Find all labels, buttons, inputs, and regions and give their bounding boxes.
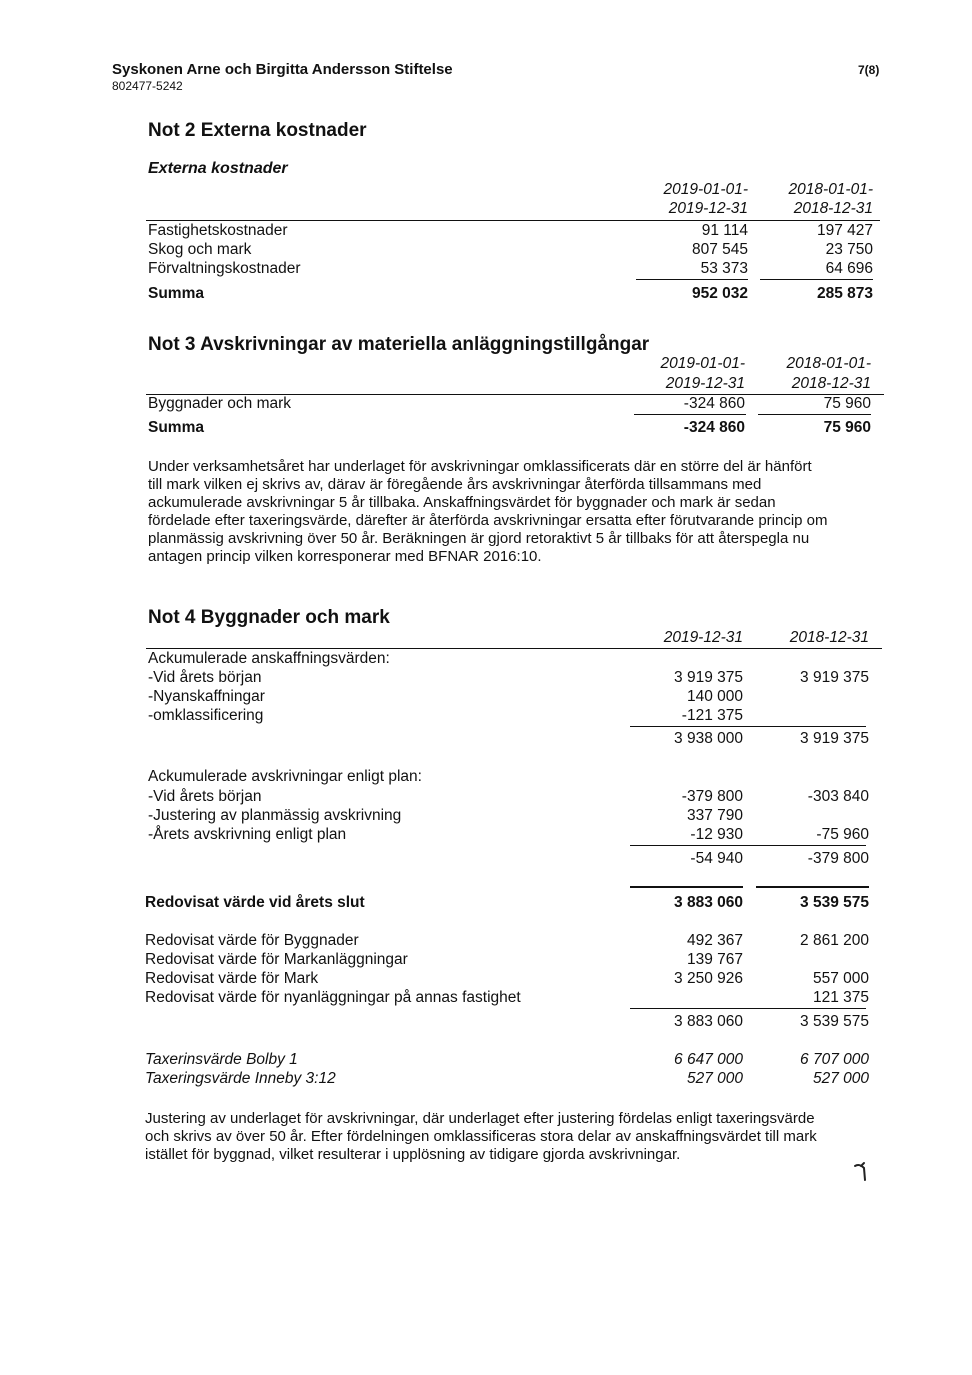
- note2-total-label: Summa: [148, 285, 204, 302]
- table-cell-2019: 91 114: [701, 222, 748, 239]
- table-row-label: -Vid årets början: [148, 669, 262, 686]
- note3-col2-line1: 2018-01-01-: [786, 355, 871, 372]
- table-cell-2019: 527 000: [686, 1070, 743, 1087]
- note3-sum-rule-2019: [634, 414, 746, 415]
- table-row-label: -Årets avskrivning enligt plan: [148, 826, 347, 843]
- note3-total-2018: 75 960: [823, 419, 871, 436]
- note2-col1-line1: 2019-01-01-: [663, 181, 748, 198]
- table-cell-2018: 2 861 200: [800, 932, 869, 949]
- note3-title: Not 3 Avskrivningar av materiella anläggningstillgångar: [148, 334, 650, 355]
- table-cell-2018: -75 960: [816, 826, 869, 843]
- note3-col2-line2: 2018-12-31: [791, 375, 871, 392]
- acq-subtotal-2018: 3 919 375: [800, 730, 869, 747]
- paragraph-line: istället för byggnad, vilket resulterar i upplösning av tidigare gjorda avskrivningar.: [145, 1146, 681, 1163]
- paragraph-line: och skrivs av över 50 år. Efter fördelningen omklassificeras stora delar av anskaffningsvärdet till mark: [145, 1128, 817, 1145]
- note3-col1-line1: 2019-01-01-: [660, 355, 745, 372]
- table-cell-2019: 807 545: [691, 241, 748, 258]
- table-row-label: Redovisat värde för Mark: [145, 970, 319, 987]
- table-row-label: Redovisat värde för Markanläggningar: [145, 951, 408, 968]
- breakdown-subtotal-2019: 3 883 060: [674, 1013, 743, 1030]
- note3-col1-line2: 2019-12-31: [665, 375, 745, 392]
- table-row-label: -Vid årets början: [148, 788, 262, 805]
- table-cell-2018: -303 840: [807, 788, 869, 805]
- page-number: 7(8): [858, 63, 880, 77]
- table-cell-2018: 121 375: [812, 989, 869, 1006]
- table-cell-2018: 3 919 375: [800, 669, 869, 686]
- table-cell-2018: 23 750: [825, 241, 873, 258]
- table-row-label: -Nyanskaffningar: [148, 688, 265, 705]
- table-cell-2019: -324 860: [683, 395, 745, 412]
- table-cell-2018: 197 427: [816, 222, 873, 239]
- paragraph-line: antagen princip vilken korresponerar med BFNAR 2016:10.: [148, 548, 542, 565]
- note2-total-2019: 952 032: [691, 285, 748, 302]
- table-cell-2019: -12 930: [690, 826, 743, 843]
- note2-subtitle: Externa kostnader: [148, 160, 288, 177]
- table-row-label: Redovisat värde för Byggnader: [145, 932, 359, 949]
- table-cell-2018: 64 696: [825, 260, 873, 277]
- dep-heading: Ackumulerade avskrivningar enligt plan:: [148, 768, 422, 785]
- note2-sum-rule-2019: [636, 279, 748, 280]
- paragraph-line: Justering av underlaget för avskrivningar, där underlaget efter justering fördelas enligt taxeringsvärde: [145, 1110, 815, 1127]
- org-name: Syskonen Arne och Birgitta Andersson Stiftelse: [112, 61, 453, 78]
- dep-subtotal-2019: -54 940: [690, 850, 743, 867]
- table-cell-2019: 3 250 926: [674, 970, 743, 987]
- acq-heading: Ackumulerade anskaffningsvärden:: [148, 650, 390, 667]
- table-cell-2019: 53 373: [700, 260, 748, 277]
- note2-total-2018: 285 873: [816, 285, 873, 302]
- table-cell-2019: 337 790: [686, 807, 743, 824]
- table-cell-2019: 492 367: [686, 932, 743, 949]
- acq-subtotal-rule: [630, 726, 866, 727]
- dep-subtotal-rule: [630, 845, 866, 846]
- paragraph-line: fördelade efter taxeringsvärde, därefter är återförda avskrivningar ersatta efter förutvarande princip om: [148, 512, 828, 529]
- book-value-rule-2019: [630, 886, 743, 888]
- table-row-label: Byggnader och mark: [148, 395, 292, 412]
- table-cell-2018: 527 000: [812, 1070, 869, 1087]
- breakdown-subtotal-2018: 3 539 575: [800, 1013, 869, 1030]
- note2-col1-line2: 2019-12-31: [668, 200, 748, 217]
- table-row-label: -omklassificering: [148, 707, 264, 724]
- paragraph-line: till mark vilken ej skrivs av, därav är föregående års avskrivningar återförda tillsammans med: [148, 476, 762, 493]
- note2-header-rule: [146, 220, 880, 221]
- paragraph-line: ackumulerade avskrivningar 5 år tillbaka. Anskaffningsvärdet för byggnader och mark är sedan: [148, 494, 776, 511]
- org-number: 802477-5242: [112, 79, 183, 93]
- paragraph-line: Under verksamhetsåret har underlaget för avskrivningar omklassificerats där en större del är hänfört: [148, 458, 812, 475]
- table-cell-2019: 140 000: [686, 688, 743, 705]
- note2-sum-rule-2018: [760, 279, 873, 280]
- table-cell-2019: 3 919 375: [674, 669, 743, 686]
- note4-paragraph: [145, 1110, 885, 1164]
- book-value-label: Redovisat värde vid årets slut: [145, 894, 365, 911]
- note3-paragraph: [148, 458, 888, 566]
- table-cell-2019: -121 375: [681, 707, 743, 724]
- note3-sum-rule-2018: [758, 414, 871, 415]
- table-cell-2018: 557 000: [812, 970, 869, 987]
- note4-title: Not 4 Byggnader och mark: [148, 607, 390, 628]
- note4-col2: 2018-12-31: [789, 629, 869, 646]
- table-cell-2019: 6 647 000: [674, 1051, 743, 1068]
- table-row-label: Taxerinsvärde Bolby 1: [145, 1051, 298, 1068]
- table-row-label: Skog och mark: [148, 241, 252, 258]
- note2-title: Not 2 Externa kostnader: [148, 120, 367, 141]
- note4-header-rule: [146, 648, 882, 649]
- book-value-2019: 3 883 060: [674, 894, 743, 911]
- note3-total-label: Summa: [148, 419, 204, 436]
- table-row-label: Taxeringsvärde Inneby 3:12: [145, 1070, 336, 1087]
- breakdown-subtotal-rule: [630, 1008, 866, 1009]
- table-cell-2018: 6 707 000: [800, 1051, 869, 1068]
- note3-total-2019: -324 860: [683, 419, 745, 436]
- table-row-label: Redovisat värde för nyanläggningar på annas fastighet: [145, 989, 521, 1006]
- table-row-label: Förvaltningskostnader: [148, 260, 301, 277]
- note2-col2-line2: 2018-12-31: [793, 200, 873, 217]
- table-cell-2018: 75 960: [823, 395, 871, 412]
- acq-subtotal-2019: 3 938 000: [674, 730, 743, 747]
- table-cell-2019: 139 767: [686, 951, 743, 968]
- handwritten-initial: [852, 1160, 874, 1184]
- table-row-label: Fastighetskostnader: [148, 222, 288, 239]
- book-value-2018: 3 539 575: [800, 894, 869, 911]
- note4-col1: 2019-12-31: [663, 629, 743, 646]
- book-value-rule-2018: [756, 886, 869, 888]
- paragraph-line: planmässig avskrivning över 50 år. Beräkningen är gjord retoraktivt 5 år tillbaks för att återspegla nu: [148, 530, 810, 547]
- table-cell-2019: -379 800: [681, 788, 743, 805]
- table-row-label: -Justering av planmässig avskrivning: [148, 807, 402, 824]
- dep-subtotal-2018: -379 800: [807, 850, 869, 867]
- note2-col2-line1: 2018-01-01-: [788, 181, 873, 198]
